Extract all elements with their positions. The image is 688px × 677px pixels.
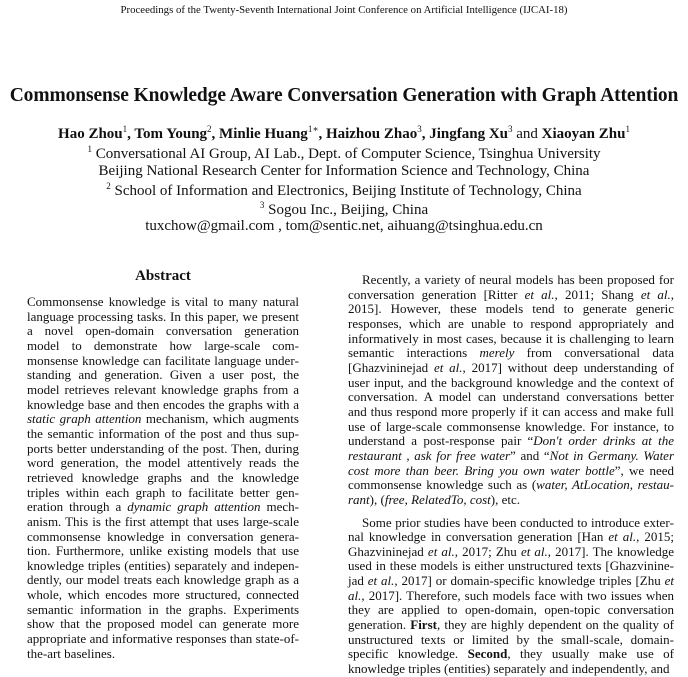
text-run: , 2015; Ghazvininejad: [348, 529, 674, 559]
author-affiliation-mark: 1: [122, 124, 128, 134]
paragraph: [348, 273, 674, 508]
author-and: and: [516, 126, 538, 142]
text-run: mechanism. This is the first attempt that uses large-scale commonsense knowledge in conversation generation. Furthermore, unlike existing models that use knowledge triples (entities) separately and independently, our model treats each knowledge graph as a whole, which encodes more structured, connected semantic information in the graphs. Experiments show that the proposed model can generate more appropriate and informative responses than state-of-the-art baselines.: [27, 499, 299, 661]
author-affiliation-mark: 2: [207, 124, 212, 134]
author-name: Hao Zhou: [58, 126, 123, 142]
author-affiliation-mark: 1: [625, 124, 630, 134]
italic-text: dynamic graph attention: [127, 499, 261, 515]
text-run: , 2015]. However, these models tend to generate generic responses, which are unable to respond appropriately and informatively in most cases, because it is challenging to learn semantic interactions: [348, 286, 674, 361]
affiliation-text: School of Information and Electronics, Beijing Institute of Technology, China: [114, 183, 582, 200]
text-run: , 2017; Zhu: [454, 543, 521, 559]
italic-text: et al.: [608, 529, 637, 545]
text-run: ), etc.: [490, 491, 520, 507]
text-run: Commonsense knowledge is vital to many natural language processing tasks. In this paper, we present a novel open-domain conversation generation model to demonstrate how large-scale commonsense knowledge can facilitate language understanding and generation. Given a user post, the model retrieves relevant knowledge graphs from a knowledge base and then encodes the graphs with a: [27, 294, 299, 412]
author-name: Jingfang Xu: [429, 126, 508, 142]
author-emails: tuxchow@gmail.com , tom@sentic.net, aihuang@tsinghua.edu.cn: [145, 218, 543, 234]
abstract-heading: Abstract: [135, 268, 191, 284]
text-run: ”, we need commonsense knowledge such as (: [348, 462, 674, 493]
introduction-text: [348, 273, 674, 677]
text-run: , 2017]. The knowledge used in these models is either unstructured texts [Ghazvininejad: [348, 543, 674, 589]
author-name: Tom Young: [134, 126, 208, 142]
italic-text: et al.: [433, 359, 463, 375]
italic-text: free, RelatedTo, cost: [384, 491, 491, 507]
italic-text: et al.: [524, 286, 555, 302]
paper-title: Commonsense Knowledge Aware Conversation Generation with Graph Attention: [9, 85, 679, 106]
text-run: , they are highly dependent on the quality of unstructured texts or limited by the small-scale, domain-specific knowledge.: [348, 617, 674, 662]
affiliation-line: [0, 144, 688, 163]
affiliation-line: [0, 181, 688, 200]
italic-text: static graph attention: [27, 411, 142, 427]
italic-text: et al.: [640, 286, 671, 302]
text-run: , 2017] or domain-specific knowledge triples [Zhu: [394, 573, 665, 589]
affiliation-text: Beijing National Research Center for Information Science and Technology, China: [98, 162, 590, 179]
italic-text: et al.: [520, 543, 548, 559]
affiliation-text: Conversational AI Group, AI Lab., Dept. of Computer Science, Tsinghua University: [95, 146, 601, 162]
text-run: , 2017]. Therefore, such models face with two issues when they are applied to open-domain, open-topic conversation generation.: [348, 587, 674, 633]
italic-text: et al.: [427, 543, 455, 559]
affiliation-text: Sogou Inc., Beijing, China: [268, 201, 429, 218]
text-run: from conversational data [Ghazvininejad: [348, 345, 674, 375]
italic-text: Don't order drinks at the restaurant , ask for free water: [348, 433, 674, 463]
text-run: mechanism, which augments the semantic information of the post and thus supports better understanding of the post. Then, during word generation, the model attentively reads the retrieved knowledge graphs and the knowledge triples within each graph to facilitate better generation through a: [27, 411, 299, 515]
affiliation-mark: 3: [259, 199, 265, 210]
bold-text: Second: [467, 646, 508, 662]
paragraph: [348, 516, 674, 677]
italic-text: Not in Germany. Water cost more than beer. Bring you own water bottle: [348, 447, 675, 478]
text-run: , 2011; Shang: [554, 286, 641, 302]
text-run: Recently, a variety of neural models has been proposed for conversation generation [Ritter: [348, 272, 674, 302]
author-affiliation-mark: 3: [417, 124, 422, 134]
author-list: Hao Zhou$^1$, Tom Young$^2$, Minlie Huang$^{1∗}$, Haizhou Zhao$^3$, Jingfang Xu$^3$ and Xiaoyan Zhu$^1$: [58, 124, 630, 142]
italic-text: et al.: [367, 573, 395, 589]
proceedings-header: Proceedings of the Twenty-Seventh International Joint Conference on Artificial Intelligence (IJCAI-18): [120, 4, 568, 16]
bold-text: First: [410, 617, 437, 633]
italic-text: et al.: [348, 573, 674, 603]
text-run: Some prior studies have been conducted to introduce external knowledge in conversation generation [Han: [348, 514, 674, 545]
affiliation-line: [0, 163, 688, 180]
author-name: Xiaoyan Zhu: [541, 126, 626, 142]
text-run: ” and “: [510, 447, 550, 463]
affiliation-mark: 1: [87, 144, 92, 154]
text-run: , they usually make use of knowledge triples (entities) separately and independently, and: [348, 646, 674, 677]
text-run: ), (: [369, 491, 385, 507]
affiliation-line: [0, 200, 688, 219]
author-affiliation-mark: 1∗: [307, 124, 319, 134]
italic-text: water, AtLocation, restaurant: [348, 477, 674, 507]
author-name: Minlie Huang: [219, 126, 308, 142]
abstract-text: [27, 295, 299, 661]
affiliation-mark: 2: [106, 181, 111, 192]
author-name: Haizhou Zhao: [325, 126, 418, 142]
text-run: , 2017] without deep understanding of user input, and the background knowledge and the context of conversation. A model can understand conversations better and thus respond more properly if it can access and make full use of large-scale commonsense knowledge. For instance, to understand a post-response pair “: [348, 359, 675, 449]
italic-text: merely: [479, 345, 515, 361]
author-affiliation-mark: 3: [508, 124, 513, 134]
